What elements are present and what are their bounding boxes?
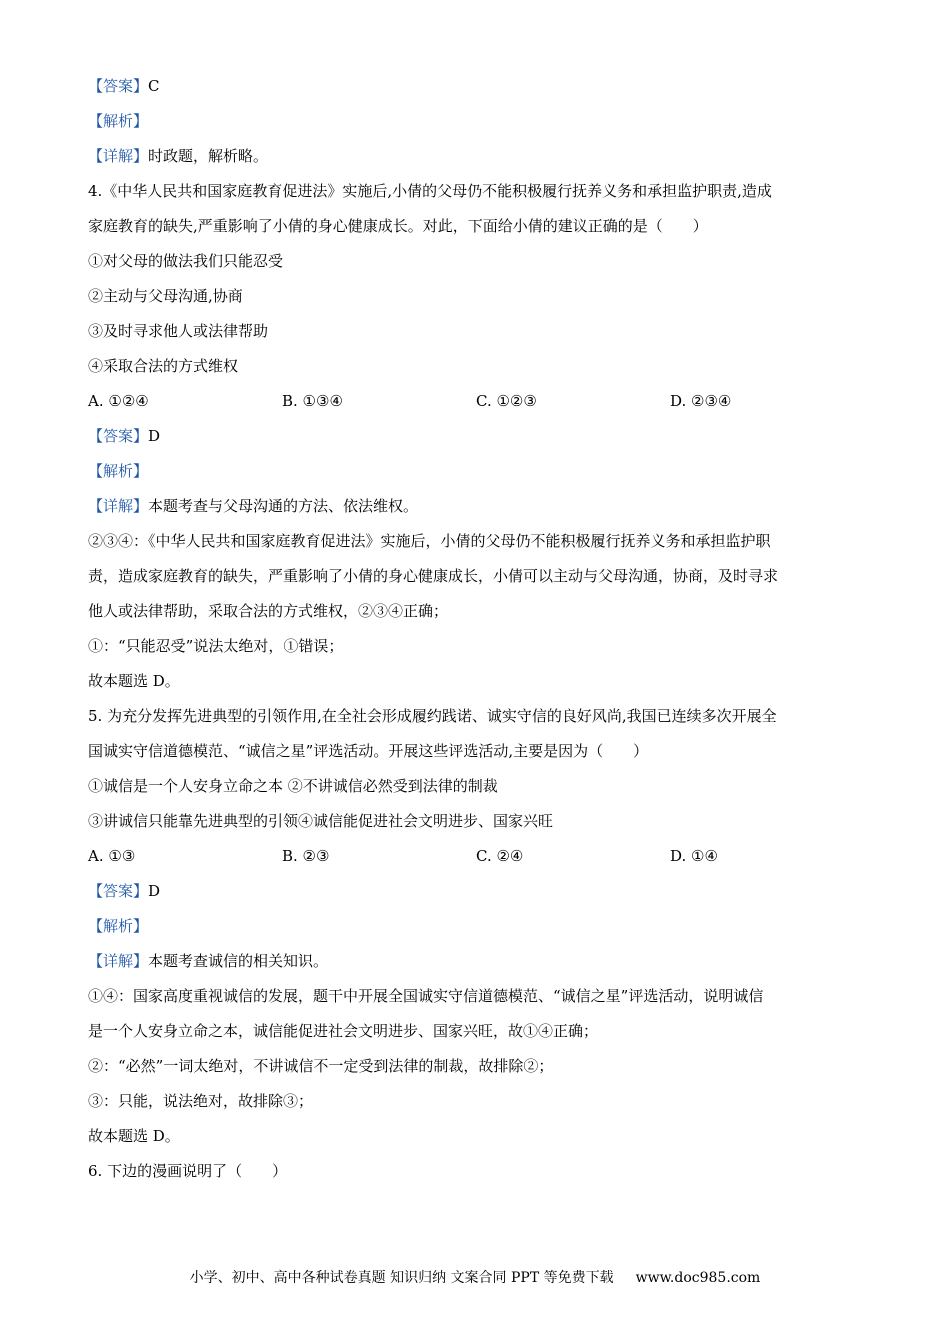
document-body xyxy=(88,72,868,1192)
q3-answer-line xyxy=(88,72,868,107)
answer-tag: 【答案】 xyxy=(88,427,149,445)
q3-detail-line xyxy=(88,142,868,177)
q5-option-d: D. ①④ xyxy=(670,847,718,865)
detail-tag: 【详解】 xyxy=(88,147,149,165)
q5-explain-line-3: ②：“必然”一词太绝对，不讲诚信不一定受到法律的制裁，故排除②； xyxy=(88,1057,554,1075)
analysis-tag: 【解析】 xyxy=(88,917,149,935)
detail-text: 本题考查诚信的相关知识。 xyxy=(148,952,329,970)
detail-tag: 【详解】 xyxy=(88,952,149,970)
q5-items-line-2: ③讲诚信只能靠先进典型的引领④诚信能促进社会文明进步、国家兴旺 xyxy=(88,812,554,830)
q4-stem-line-2: 家庭教育的缺失,严重影响了小倩的身心健康成长。对此，下面给小倩的建议正确的是（ ） xyxy=(88,217,708,235)
answer-tag: 【答案】 xyxy=(88,882,149,900)
q4-option-d: D. ②③④ xyxy=(670,392,732,410)
q5-conclusion: 故本题选 D。 xyxy=(88,1127,180,1145)
q4-options xyxy=(88,387,868,422)
q4-item-4: ④采取合法的方式维权 xyxy=(88,357,239,375)
footer-site-link[interactable]: www.doc985.com xyxy=(635,1270,761,1286)
q4-option-b: B. ①③④ xyxy=(282,392,343,410)
detail-text: 时政题，解析略。 xyxy=(148,147,269,165)
q5-answer-line xyxy=(88,877,868,912)
q5-options xyxy=(88,842,868,877)
q4-item-2: ②主动与父母沟通,协商 xyxy=(88,287,243,305)
q4-explain-line-1: ②③④：《中华人民共和国家庭教育促进法》实施后，小倩的父母仍不能积极履行抚养义务和承担监护职 xyxy=(88,532,771,550)
q5-option-c: C. ②④ xyxy=(476,847,524,865)
q4-explain-line-4: ①：“只能忍受”说法太绝对，①错误； xyxy=(88,637,344,655)
q4-option-c: C. ①②③ xyxy=(476,392,537,410)
answer-value: D xyxy=(148,882,161,900)
q4-stem-line-1: 4.《中华人民共和国家庭教育促进法》实施后,小倩的父母仍不能积极履行抚养义务和承担监护职责,造成 xyxy=(88,182,772,200)
q4-explain-line-3: 他人或法律帮助，采取合法的方式维权，②③④正确； xyxy=(88,602,449,620)
q4-answer-line xyxy=(88,422,868,457)
answer-tag: 【答案】 xyxy=(88,77,149,95)
q5-detail-line xyxy=(88,947,868,982)
q4-conclusion: 故本题选 D。 xyxy=(88,672,180,690)
q5-items-line-1: ①诚信是一个人安身立命之本 ②不讲诚信必然受到法律的制裁 xyxy=(88,777,498,795)
q6-stem: 6. 下边的漫画说明了（ ） xyxy=(88,1162,288,1180)
q5-explain-line-1: ①④：国家高度重视诚信的发展，题干中开展全国诚实守信道德模范、“诚信之星”评选活动，说明诚信 xyxy=(88,987,764,1005)
answer-value: C xyxy=(148,77,160,95)
q4-item-1: ①对父母的做法我们只能忍受 xyxy=(88,252,284,270)
q4-option-a: A. ①②④ xyxy=(88,392,149,410)
q5-analysis-line xyxy=(88,912,868,947)
q4-detail-line xyxy=(88,492,868,527)
analysis-tag: 【解析】 xyxy=(88,112,149,130)
q5-explain-line-4: ③：只能，说法绝对，故排除③； xyxy=(88,1092,314,1110)
q5-stem-line-1: 5. 为充分发挥先进典型的引领作用,在全社会形成履约践诺、诚实守信的良好风尚,我国已连续多次开展全 xyxy=(88,707,777,725)
q4-item-3: ③及时寻求他人或法律帮助 xyxy=(88,322,269,340)
q4-analysis-line xyxy=(88,457,868,492)
answer-value: D xyxy=(148,427,161,445)
q4-explain-line-2: 责，造成家庭教育的缺失，严重影响了小倩的身心健康成长，小倩可以主动与父母沟通，协商，及时寻求 xyxy=(88,567,779,585)
q5-option-a: A. ①③ xyxy=(88,847,136,865)
detail-text: 本题考查与父母沟通的方法、依法维权。 xyxy=(148,497,419,515)
q5-explain-line-2: 是一个人安身立命之本，诚信能促进社会文明进步、国家兴旺，故①④正确； xyxy=(88,1022,599,1040)
page-footer xyxy=(0,1268,950,1288)
footer-text: 小学、初中、高中各种试卷真题 知识归纳 文案合同 PPT 等免费下载 xyxy=(189,1270,614,1286)
detail-tag: 【详解】 xyxy=(88,497,149,515)
q5-option-b: B. ②③ xyxy=(282,847,330,865)
q3-analysis-line xyxy=(88,107,868,142)
analysis-tag: 【解析】 xyxy=(88,462,149,480)
q5-stem-line-2: 国诚实守信道德模范、“诚信之星”评选活动。开展这些评选活动,主要是因为（ ） xyxy=(88,742,649,760)
